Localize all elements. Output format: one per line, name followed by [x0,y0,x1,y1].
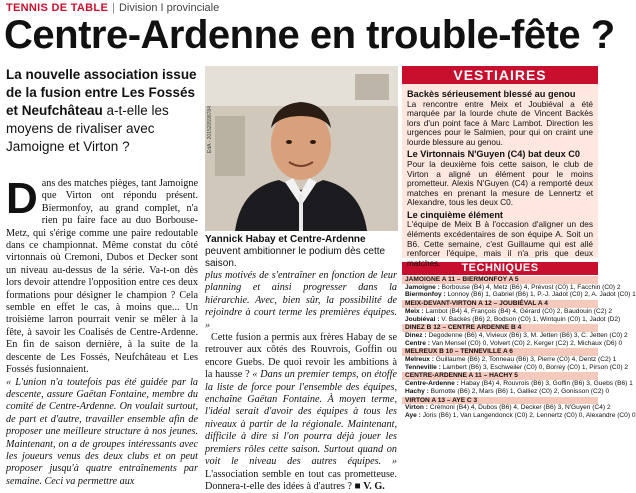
team-results: Lambot (B4) 4, François (B4) 4, Gérard (C0) 2, Baudouin (C2) 2 [425,307,613,315]
photo-caption [205,234,398,270]
section-category: TENNIS DE TABLE [6,2,109,14]
vestiaires-item-text: L'équipe de Meix B à l'occasion d'aligner un des éléments excédentaires de son équipe A. Soit un B6. Cette semaine, c'est Guillaume qui est allé renforcer l'équipe, mais il n'a pris que deux matches. [407,219,593,268]
photo-caption-bold: Yannick Habay et Centre-Ardenne [205,234,366,245]
match-line [402,339,623,348]
team-results: Lambert (B6) 3, Eschweiler (C0) 0, Borrey (C0) 1, Pirson (C0) 2 [442,363,629,371]
team-name: Meix : [405,307,424,315]
team-results: Degodenne (B6) 4, Vivieux (B6) 3, M. Jetten (B6) 3, C. Jetten (C0) 2 [428,331,628,339]
vestiaires-title: VESTIAIRES [402,66,598,84]
team-results: Van Mensel (C0) 0, Volvert (C0) 2, Kerger (C2) 2, Michaux (D6) 0 [431,339,623,347]
body-paragraph-3: plus motivés de s'entraîner en fonction de leur planning et ainsi progresser dans la hiérarchie. Avec, bien sûr, la possibilité de rejoindre à court terme les premières équipes. » [205,270,397,331]
match-title: MELREUX B 10 – TENNEVILLE A 6 [402,348,598,356]
match-line [402,411,636,420]
player-portrait-image [205,66,398,231]
team-name: Joubiéval : [405,315,440,323]
body-paragraph-4: Cette fusion a permis aux frères Habay de se retrouver aux côtés des Rouvrois, Goffin ou encore Guebs. De quoi revoir les ambitions à la hausse ? [205,332,397,381]
drop-cap: D [6,174,38,223]
team-results: Habay (B4) 4, Rouvrois (B6) 3, Goffin (B6) 3, Guebs (B6) 1 [460,380,633,388]
article-lead-rest: a-t-elle les moyens de rivaliser avec Jamoigne et Virton ? [6,103,169,154]
techniques-title: TECHNIQUES [402,262,598,275]
team-results: Joris (B6) 1, Van Langendonck (C0) 2, Lennertz (C0) 0, Alexandre (C0) 0 [422,411,636,419]
team-name: Melreux : [405,356,434,364]
team-name: Hachy : [405,387,429,395]
match-line [402,283,621,292]
photo-credit: EdA - 201520598784 [207,106,213,153]
article-photo [205,66,398,231]
team-results: V. Backès (B6) 2, Bodson (C0) 1, Wintquin (C0) 1, Jadot (D2) [441,315,621,323]
vestiaires-item-head: Backès sérieusement blessé au genou [407,89,576,99]
match-title: MEIX-DEVANT-VIRTON A 12 – JOUBIÉVAL A 4 [402,300,598,308]
team-results: Guillaume (B6) 2, Tonneau (B6) 3, Pierre (C0) 4, Dentz (C2) 1 [435,356,617,364]
team-results: Crémoni (B4) 4, Dubos (B6) 4, Decker (B6) 3, N'Guyen (C4) 2 [429,404,611,412]
body-paragraph-5: L'association semble en tout cas prometteuse. Donnera-t-elle des idées à d'autres ? ■ [205,468,397,492]
vestiaires-item-head: Le cinquième élément [407,209,503,220]
team-results: Burnotte (B6) 2, Mars (B6) 1, Galliez (C0) 2, Gonisson (C2) 0 [430,387,610,395]
team-name: Centre-Ardenne : [405,380,459,388]
team-name: Aye : [405,411,421,419]
team-name: Centre : [405,339,430,347]
team-name: Jamoigne : [405,283,440,291]
match-title: JAMOIGNE A 11 – BIERMONFOY A 5 [402,276,598,284]
author-signature: V. G. [363,480,385,492]
match-line [402,315,621,324]
article-headline: Centre-Ardenne en trouble-fête ? [4,13,615,57]
body-paragraph-1: ans des matches pièges, tant Jamoigne que Virton ont répondu présent. Biermonfoy, au grand complet, n'a rien pu faire face au duo Borbouse-Metz, qui s'érige comme une paire redoutable dans ce championnat. Même constat du côté virtonnais où Cremoni, Dubos et Decker sont un niveau au-dessus de la série. Va-t-on dès lors devoir attendre l'opposition entre ces deux formations pour désigner le champion ? Cela semble en effet le cas, à moins que... Un troisième larron pourrait venir se mêler à la fête, à savoir les Coalisés de Centre-Ardenne. En fin de saison dernière, à la suite de la descente de Les Fossés, Neufchâteau et Les Fossés fusionnaient. [6,178,198,376]
kicker-separator: | [112,2,115,14]
team-name: Virton : [405,404,428,412]
match-title: DINEZ B 12 – CENTRE ARDENNE B 4 [402,324,598,332]
team-results: Lonnoy (B6) 1, Gabriel (B6) 1, P.-J. Jadot (C0) 2, A. Jadot (C0) 1 [447,291,636,299]
match-line [402,404,611,412]
techniques-box [402,276,636,420]
body-column-1 [6,174,198,488]
match-line [402,291,636,299]
article-lead-bold: La nouvelle association issue de la fusion entre Les Fossés et Neufchâteau [6,67,197,118]
vestiaires-item-text: La rencontre entre Meix et Joubiéval a été marquée par la lourde chute de Vincent Backès lors d'un point face à Marc Lambot. Direction les urgences pour le Salmien, pour qui on craint une lourde blessure au genou. [407,98,593,147]
body-column-2 [205,270,397,493]
match-title: CENTRE-ARDENNE A 11 – HACHY 5 [402,372,598,380]
article-lead [6,66,198,156]
match-line [402,387,610,396]
match-line [402,356,617,364]
section-division: Division I provinciale [118,2,220,14]
body-paragraph-4-quote: « Dans un premier temps, on étoffe la liste de force pour l'ensemble des équipes, enchaîne Gaëtan Fontaine. À moyen terme, l'idéal serait d'avoir des équipes à tous les niveaux à partir de la régionale. Maintenant, difficile à dire si l'on pourra déjà jouer les premiers rôles cette saison. Surtout quand on voit le niveau des autres équipes. » [205,369,397,468]
team-name: Biermonfoy : [405,291,446,299]
match-line [402,307,613,316]
photo-caption-rest: peuvent ambitionner le podium dès cette saison. [205,246,386,269]
vestiaires-item-head: Le Virtonnais N'Guyen (C4) bat deux C0 [407,149,581,160]
match-title: VIRTON A 13 – AYE C 3 [402,397,598,405]
team-name: Tenneville : [405,363,441,371]
match-line [402,331,628,340]
vestiaires-item-text: Pour la deuxième fois cette saison, le club de Virton a aligné un élément pour le moins prometteur. Alexis N'Guyen (C4) a remporté deux matches en prenant la mesure de Lennertz et Alexandre, tous les deux C0. [407,158,593,208]
team-results: Borbouse (B4) 4, Metz (B6) 4, Prévost (C0) 1, Facchin (C0) 2 [441,283,621,291]
body-paragraph-2: « L'union n'a toutefois pas été guidée par la descente, assure Gaëtan Fontaine, membre du comité de Centre-Ardenne. On voulait surtout, de part et d'autre, travailler ensemble afin de proposer une meilleure structure à nos jeunes. Maintenant, on a de groupes intéressants avec les joueurs venus des deux clubs et on peut proposer jusqu'à quatre entraînements par semaine. Ceci va permettre aux [6,376,198,487]
team-name: Dinez : [405,331,427,339]
match-line [402,380,633,388]
match-line [402,363,629,372]
sidebar [402,66,636,420]
